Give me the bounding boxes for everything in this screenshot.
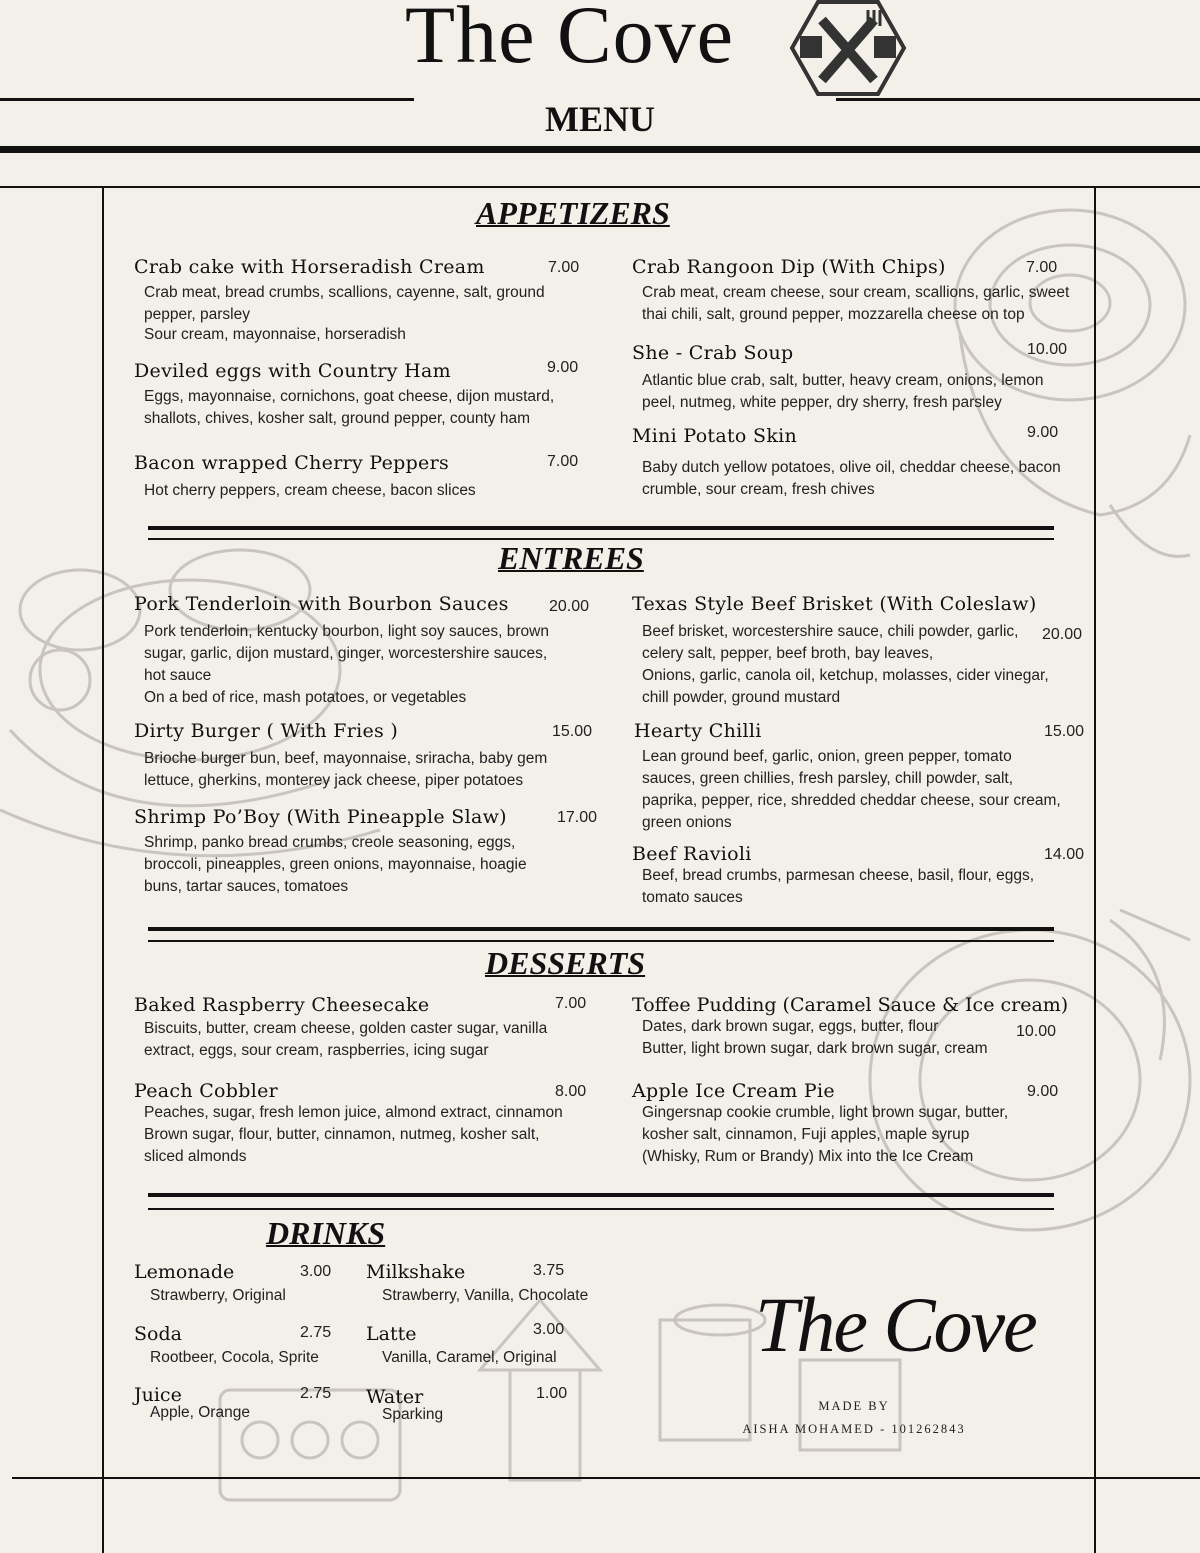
- brand-title: The Cove: [405, 0, 735, 80]
- item-name: Peach Cobbler: [134, 1080, 279, 1102]
- item-description: Hot cherry peppers, cream cheese, bacon slices: [144, 482, 476, 499]
- drink-name: Latte: [366, 1323, 417, 1345]
- item-name: Hearty Chilli: [634, 720, 762, 742]
- section-title-appetizers: APPETIZERS: [476, 195, 670, 231]
- item-description: Atlantic blue crab, salt, butter, heavy cream, onions, lemon peel, nutmeg, white pepper, dry sherry, fresh parsley: [642, 372, 1044, 411]
- item-price: 15.00: [552, 723, 593, 740]
- credits: [740, 1395, 968, 1441]
- item-description: Beef brisket, worcestershire sauce, chili powder, garlic, celery salt, pepper, beef broth, bay leaves, Onions, garlic, canola oil, ketchup, molasses, cider vinegar, chill powder, ground mustard: [642, 623, 1049, 706]
- item-description: Peaches, sugar, fresh lemon juice, almond extract, cinnamon Brown sugar, flour, butter, cinnamon, nutmeg, kosher salt, sliced almonds: [144, 1104, 563, 1165]
- author-name: AISHA MOHAMED - 101262843: [742, 1422, 966, 1436]
- item-price: 10.00: [1016, 1023, 1057, 1040]
- frame-top-line: [0, 186, 1200, 188]
- item-description: Beef, bread crumbs, parmesan cheese, basil, flour, eggs, tomato sauces: [642, 867, 1035, 906]
- item-description: Pork tenderloin, kentucky bourbon, light soy sauces, brown sugar, garlic, dijon mustard, ginger, worcestershire sauces, hot sauce On a bed of rice, mash potatoes, or vegetables: [144, 623, 549, 706]
- item-description: Gingersnap cookie crumble, light brown sugar, butter, kosher salt, cinnamon, Fuji apples, maple syrup (Whisky, Rum or Brandy) Mix into the Ice Cream: [642, 1104, 1009, 1165]
- section-divider: [148, 1193, 1054, 1197]
- drink-name: Milkshake: [366, 1261, 466, 1283]
- menu-item: [634, 720, 1084, 834]
- item-name: She - Crab Soup: [632, 342, 794, 364]
- section-title-entrees: ENTREES: [498, 540, 644, 576]
- item-price: 20.00: [1042, 626, 1083, 643]
- item-name: Deviled eggs with Country Ham: [134, 360, 451, 382]
- menu-item: [134, 452, 594, 502]
- drink-description: Rootbeer, Cocola, Sprite: [150, 1349, 319, 1366]
- menu-item: [632, 843, 1085, 909]
- section-divider-thin: [148, 1208, 1054, 1210]
- item-price: 10.00: [1027, 341, 1068, 358]
- item-name: Texas Style Beef Brisket (With Coleslaw): [632, 593, 1037, 615]
- item-name: Dirty Burger ( With Fries ): [134, 720, 399, 742]
- drink-price: 1.00: [536, 1385, 568, 1402]
- menu-item: [134, 593, 604, 709]
- item-price: 8.00: [555, 1083, 587, 1100]
- menu-item: [632, 256, 1072, 326]
- item-price: 14.00: [1044, 846, 1085, 863]
- item-description: Baby dutch yellow potatoes, olive oil, cheddar cheese, bacon crumble, sour cream, fresh chives: [642, 459, 1061, 498]
- item-description: Shrimp, panko bread crumbs, creole seasoning, eggs, broccoli, pineapples, green onions, mayonnaise, hoagie buns, tartar sauces, tomatoes: [144, 834, 527, 895]
- item-price: 9.00: [1027, 1083, 1059, 1100]
- drink-item: [366, 1323, 606, 1367]
- menu-item: [632, 425, 1072, 501]
- item-price: 7.00: [1026, 259, 1058, 276]
- item-description: Eggs, mayonnaise, cornichons, goat cheese, dijon mustard, shallots, chives, kosher salt, ground pepper, county ham: [144, 388, 555, 427]
- drink-price: 3.75: [533, 1262, 565, 1279]
- item-name: Toffee Pudding (Caramel Sauce & Ice cream): [632, 994, 1069, 1016]
- section-title-desserts: DESSERTS: [485, 945, 646, 981]
- item-name: Bacon wrapped Cherry Peppers: [134, 452, 450, 474]
- signature-logo: The Cove: [755, 1281, 1036, 1368]
- menu-item: [134, 720, 604, 792]
- item-description: Dates, dark brown sugar, eggs, butter, flour Butter, light brown sugar, dark brown sugar, cream: [642, 1018, 988, 1057]
- item-price: 15.00: [1044, 723, 1085, 740]
- drink-price: 2.75: [300, 1324, 332, 1341]
- header-bottom-rule: [0, 146, 1200, 153]
- drink-description: Apple, Orange: [150, 1404, 250, 1421]
- drink-description: Vanilla, Caramel, Original: [382, 1349, 557, 1366]
- section-divider-thin: [148, 940, 1054, 942]
- item-description: Crab meat, cream cheese, sour cream, scallions, garlic, sweet thai chili, salt, ground pepper, mozzarella cheese on top: [642, 284, 1070, 323]
- menu-item: [134, 994, 604, 1062]
- item-name: Mini Potato Skin: [632, 425, 798, 447]
- item-name: Shrimp Po’Boy (With Pineapple Slaw): [134, 806, 507, 828]
- drink-item: [134, 1323, 344, 1367]
- frame-left-line: [102, 186, 104, 1553]
- menu-item: [134, 360, 594, 430]
- drink-item: [134, 1261, 344, 1305]
- item-name: Beef Ravioli: [632, 843, 752, 865]
- item-name: Crab Rangoon Dip (With Chips): [632, 256, 946, 278]
- section-divider: [148, 526, 1054, 530]
- item-description: Lean ground beef, garlic, onion, green pepper, tomato sauces, green chillies, fresh parsley, chill powder, salt, paprika, pepper, rice, shredded cheddar cheese, sour cream, green onions: [642, 748, 1061, 831]
- item-description: Crab meat, bread crumbs, scallions, cayenne, salt, ground pepper, parsley Sour cream, mayonnaise, horseradish: [144, 284, 545, 343]
- item-price: 7.00: [555, 995, 587, 1012]
- item-price: 17.00: [557, 809, 598, 826]
- frame-right-line: [1094, 186, 1096, 1553]
- item-description: Brioche burger bun, beef, mayonnaise, sriracha, baby gem lettuce, gherkins, monterey jack cheese, piper potatoes: [144, 750, 548, 789]
- item-name: Apple Ice Cream Pie: [632, 1080, 835, 1102]
- menu-item: [632, 994, 1092, 1060]
- menu-item: [632, 593, 1082, 709]
- menu-item: [632, 342, 1072, 414]
- drink-price: 3.00: [300, 1263, 332, 1280]
- drink-name: Water: [366, 1386, 424, 1408]
- menu-label: MENU: [545, 99, 655, 139]
- frame-bottom-line: [12, 1477, 1200, 1479]
- drink-item: [366, 1261, 606, 1305]
- drink-description: Strawberry, Vanilla, Chocolate: [382, 1287, 589, 1304]
- menu-item: [134, 1080, 604, 1168]
- section-title-drinks: DRINKS: [266, 1215, 386, 1251]
- drink-name: Soda: [134, 1323, 182, 1345]
- drink-name: Lemonade: [134, 1261, 235, 1283]
- drink-price: 3.00: [533, 1321, 565, 1338]
- item-description: Biscuits, butter, cream cheese, golden caster sugar, vanilla extract, eggs, sour cream, raspberries, icing sugar: [144, 1020, 548, 1059]
- drink-item: [366, 1386, 606, 1424]
- item-price: 7.00: [547, 453, 579, 470]
- menu-item: [134, 806, 604, 898]
- menu-item: [632, 1080, 1092, 1168]
- drink-price: 2.75: [300, 1385, 332, 1402]
- item-price: 9.00: [1027, 424, 1059, 441]
- item-name: Pork Tenderloin with Bourbon Sauces: [134, 593, 509, 615]
- fork-knife-hexagon-icon: [788, 0, 908, 96]
- item-price: 9.00: [547, 359, 579, 376]
- drink-description: Sparking: [382, 1406, 444, 1423]
- drink-name: Juice: [134, 1384, 182, 1406]
- dish-sketch-illustration: [860, 880, 1200, 1260]
- item-name: Crab cake with Horseradish Cream: [134, 256, 485, 278]
- item-price: 20.00: [549, 598, 590, 615]
- menu-item: [134, 256, 594, 346]
- item-price: 7.00: [548, 259, 580, 276]
- drink-description: Strawberry, Original: [150, 1287, 286, 1304]
- drink-item: [134, 1384, 344, 1422]
- item-name: Baked Raspberry Cheesecake: [134, 994, 430, 1016]
- made-by-label: MADE BY: [818, 1399, 890, 1413]
- section-divider: [148, 927, 1054, 931]
